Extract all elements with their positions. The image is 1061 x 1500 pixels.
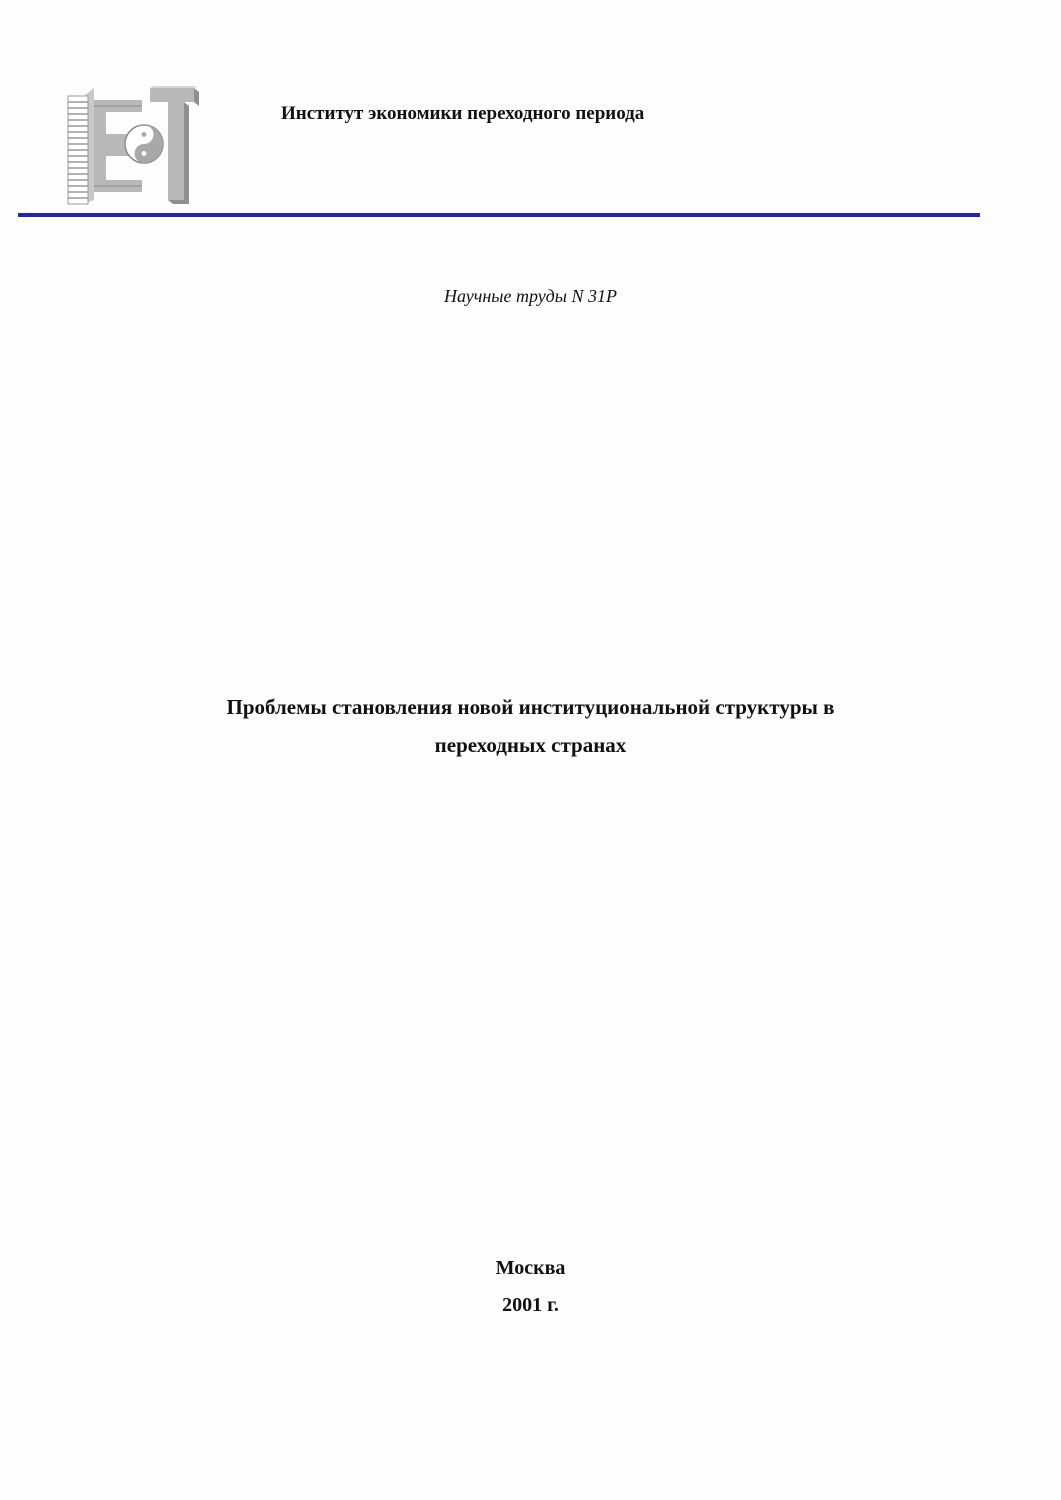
institute-name: Институт экономики переходного периода bbox=[281, 103, 645, 124]
imprint-year: 2001 г. bbox=[502, 1294, 559, 1316]
imprint-city: Москва bbox=[495, 1257, 566, 1279]
document-title bbox=[100, 688, 961, 764]
series-label: Научные труды N 31P bbox=[444, 286, 617, 306]
title-line-1: Проблемы становления новой институциональной структуры в bbox=[226, 695, 835, 719]
header-divider bbox=[18, 213, 980, 217]
institute-logo-icon bbox=[64, 86, 200, 206]
title-line-2: переходных странах bbox=[434, 733, 627, 757]
